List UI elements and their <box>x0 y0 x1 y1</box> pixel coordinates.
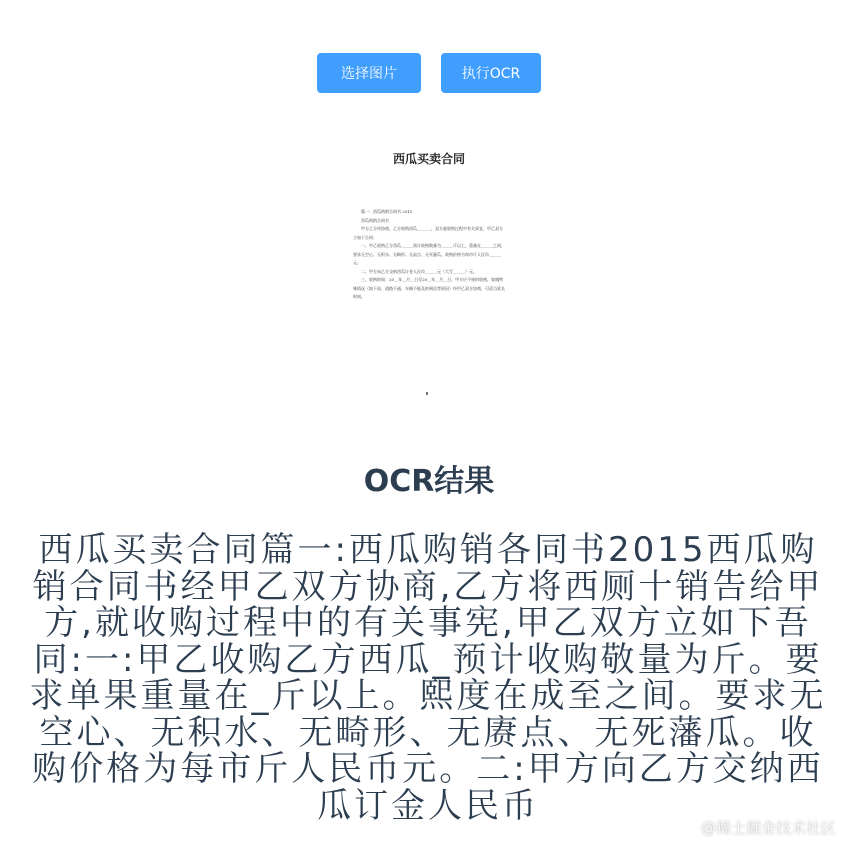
ocr-result-heading: OCR结果 <box>363 464 495 499</box>
document-line: 篇一：西瓜购销合同书 2015 <box>361 209 413 214</box>
document-title: 西瓜买卖合同 <box>392 152 465 166</box>
image-preview <box>339 140 519 410</box>
select-image-button[interactable]: 选择图片 <box>317 53 421 93</box>
document-line: 一、甲乙收购乙方西瓜______预计收购数量为______斤以上，重量在______之间，要求无空心、无积水、无畸形、无虐点、无死藤瓜。收购价格为每市斤人民币______元。 <box>353 243 505 265</box>
watermark: @稀土掘金技术社区 <box>700 819 836 837</box>
page-mark <box>426 392 428 395</box>
document-line: 西瓜购销合同书 <box>361 217 389 223</box>
run-ocr-button[interactable]: 执行OCR <box>441 53 541 93</box>
document-line: 甲方乙方经协商，乙方收购西瓜_______，双方就收购过程中有关事宜，甲乙双方立如下合同： <box>353 226 503 240</box>
document-body <box>353 208 505 302</box>
ocr-result-text: 西瓜买卖合同篇一:西瓜购销各同书2015西瓜购销合同书经甲乙双方协商,乙方将西厕十销告给甲方,就收购过程中的有关事宪,甲乙双方立如下吾同:一:甲乙收购乙方西瓜_预计收购敬量为斤。要求单果重量在_斤以上。熙度在成至之间。要求无空心、无积水、无畸形、无赓点、无死藩瓜。收购价格为每市斤人民币元。二:甲方向乙方交纳西瓜订金人民币 <box>29 530 827 826</box>
toolbar <box>0 53 858 93</box>
document-line: 三、收购时间：20__年__月__日至20__年__月__日，甲方应不按时收购，如遇特殊情况（如下雨、道路不通、车辆不能及时到达等原因）经甲乙双方协商，可适当延长时间。 <box>353 277 505 299</box>
document-line: 二、甲方向乙方交纳西瓜订金人民币______元（大写______）元。 <box>361 268 477 274</box>
